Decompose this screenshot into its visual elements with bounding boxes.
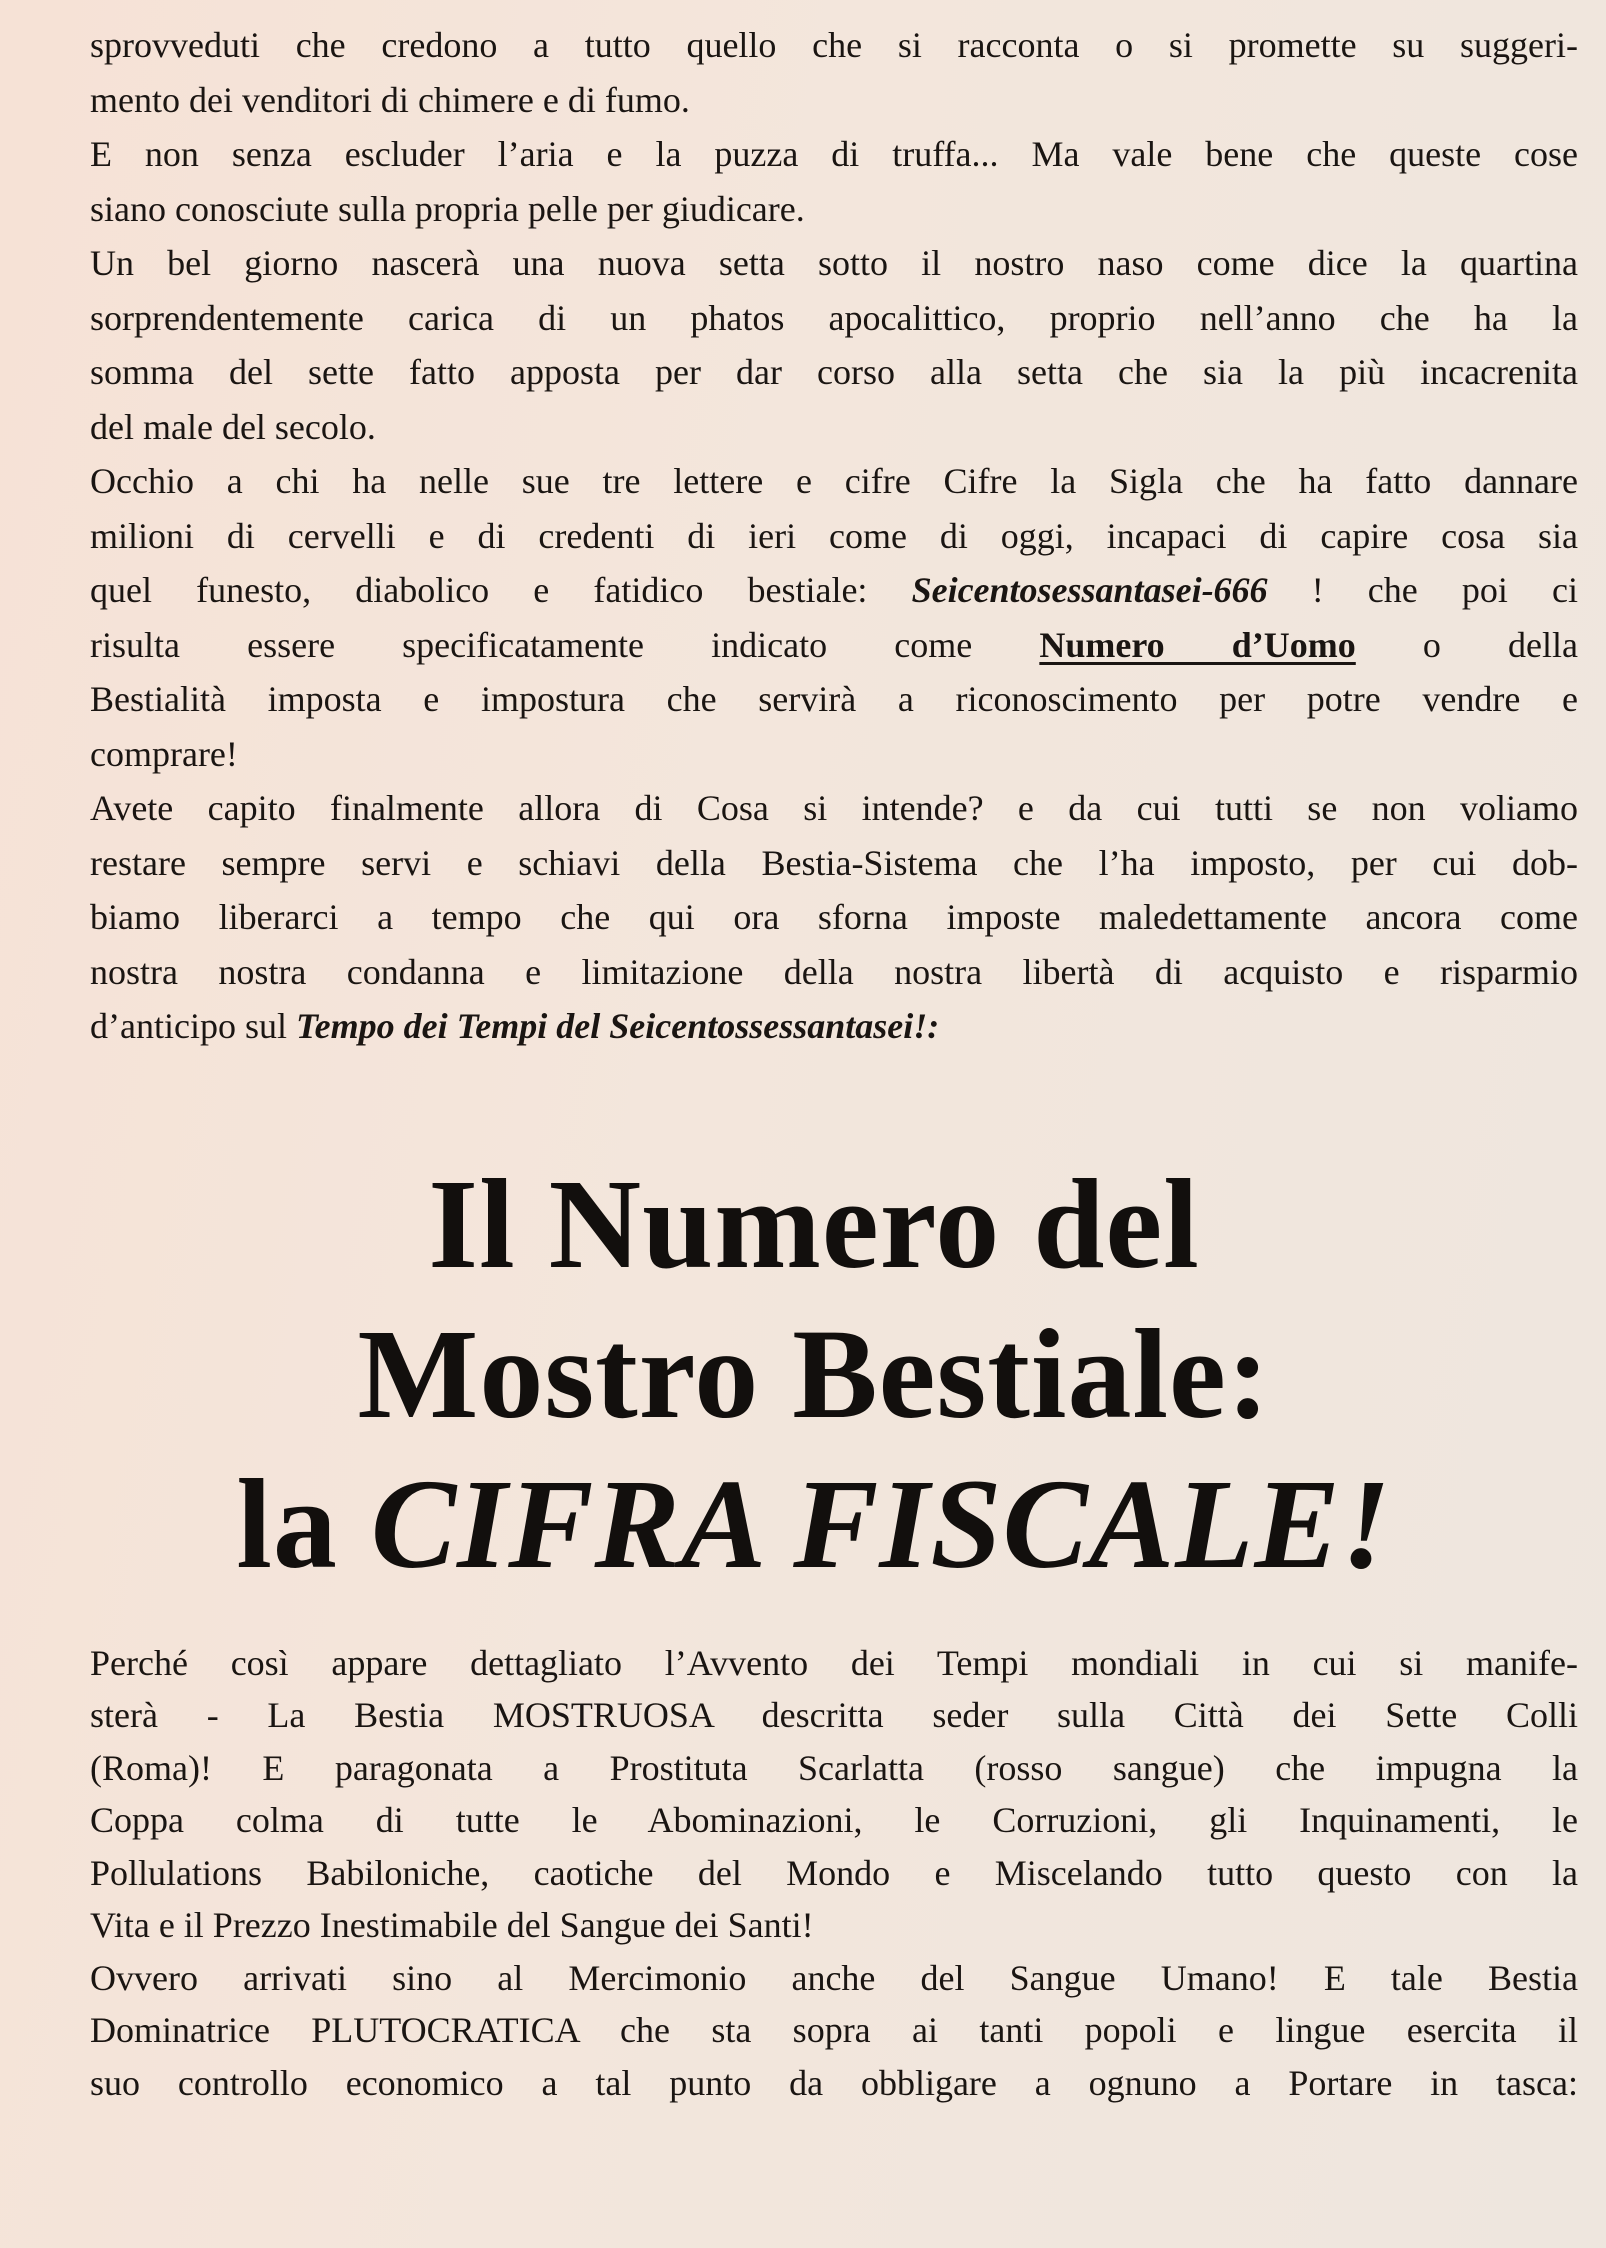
text-line: suo controllo economico a tal punto da obbligare a ognuno a Portare in tasca: xyxy=(90,2062,1578,2103)
text-line: Pollulations Babiloniche, caotiche del Mondo e Miscelando tutto questo con la xyxy=(90,1852,1578,1893)
text-line: Occhio a chi ha nelle sue tre lettere e cifre Cifre la Sigla che ha fatto dannare xyxy=(90,461,1578,501)
headline-line: Mostro Bestiale: xyxy=(357,1302,1271,1445)
text-line: sorprendentemente carica di un phatos apocalittico, proprio nell’anno che ha la xyxy=(90,297,1578,338)
emphasis-numero-uomo: Numero d’Uomo xyxy=(1039,624,1356,665)
headline-emphasis: CIFRA FISCALE! xyxy=(370,1452,1392,1595)
emphasis-tempo-dei-tempi: Tempo dei Tempi del Seicentossessantasei!: xyxy=(295,1006,940,1046)
emphasis-number-666: Seicentosessantasei-666 xyxy=(911,570,1268,610)
text-line: siano conosciute sulla propria pelle per giudicare. xyxy=(90,188,805,229)
paragraph-5 xyxy=(90,781,1578,1054)
text-line: (Roma)! E paragonata a Prostituta Scarlatta (rosso sangue) che impugna la xyxy=(90,1747,1578,1788)
text-line: E non senza escluder l’aria e la puzza di truffa... Ma vale bene che queste cose xyxy=(90,134,1578,174)
text-line: milioni di cervelli e di credenti di ieri come di oggi, incapaci di capire cosa sia xyxy=(90,515,1578,556)
text-line xyxy=(90,563,1578,618)
text-line xyxy=(90,999,1578,1054)
text-line: Dominatrice PLUTOCRATICA che sta sopra ai tanti popoli e lingue esercita il xyxy=(90,2010,1578,2050)
text-line: Avete capito finalmente allora di Cosa si intende? e da cui tutti se non voliamo xyxy=(90,788,1578,828)
text-segment: d’anticipo sul xyxy=(90,1006,296,1046)
lower-text-block xyxy=(90,1637,1578,2110)
text-line: Perché così appare dettagliato l’Avvento dei Tempi mondiali in cui si manife- xyxy=(90,1642,1578,1683)
text-line: Coppa colma di tutte le Abominazioni, le Corruzioni, gli Inquinamenti, le xyxy=(90,1800,1578,1840)
paragraph-3 xyxy=(90,236,1578,454)
paragraph-6 xyxy=(90,1637,1578,1952)
text-line: restare sempre servi e schiavi della Bestia-Sistema che l’ha imposto, per cui dob- xyxy=(90,842,1578,883)
headline xyxy=(90,1149,1578,1599)
text-line: sprovveduti che credono a tutto quello che si racconta o si promette su suggeri- xyxy=(90,25,1578,65)
text-line: comprare! xyxy=(90,733,238,774)
headline-segment: la xyxy=(236,1452,371,1595)
paragraph-2 xyxy=(90,127,1578,236)
text-line: mento dei venditori di chimere e di fumo. xyxy=(90,79,690,120)
paragraph-1 xyxy=(90,18,1578,127)
text-line: nostra nostra condanna e limitazione della nostra libertà di acquisto e risparmio xyxy=(90,951,1578,992)
text-line: Ovvero arrivati sino al Mercimonio anche del Sangue Umano! E tale Bestia xyxy=(90,1957,1578,1998)
headline-line xyxy=(90,1449,1538,1599)
text-line: Bestialità imposta e impostura che servirà a riconoscimento per potre vendre e xyxy=(90,679,1578,719)
text-line: Un bel giorno nascerà una nuova setta sotto il nostro naso come dice la quartina xyxy=(90,243,1578,283)
paragraph-7 xyxy=(90,1952,1578,2110)
text-line: Vita e il Prezzo Inestimabile del Sangue dei Santi! xyxy=(90,1905,814,1945)
paragraph-4 xyxy=(90,454,1578,781)
text-segment: ! che poi ci xyxy=(1267,570,1578,610)
text-segment: o della xyxy=(1355,624,1578,665)
headline-line: Il Numero del xyxy=(428,1152,1200,1295)
text-line: sterà - La Bestia MOSTRUOSA descritta seder sulla Città dei Sette Colli xyxy=(90,1695,1578,1735)
text-line xyxy=(90,618,1578,673)
text-segment: risulta essere specificatamente indicato come xyxy=(90,624,1040,665)
text-line: biamo liberarci a tempo che qui ora sforna imposte maledettamente ancora come xyxy=(90,897,1578,937)
text-line: somma del sette fatto apposta per dar corso alla setta che sia la più incacrenita xyxy=(90,352,1578,392)
text-segment: quel funesto, diabolico e fatidico bestiale: xyxy=(90,570,912,610)
text-line: del male del secolo. xyxy=(90,406,376,447)
